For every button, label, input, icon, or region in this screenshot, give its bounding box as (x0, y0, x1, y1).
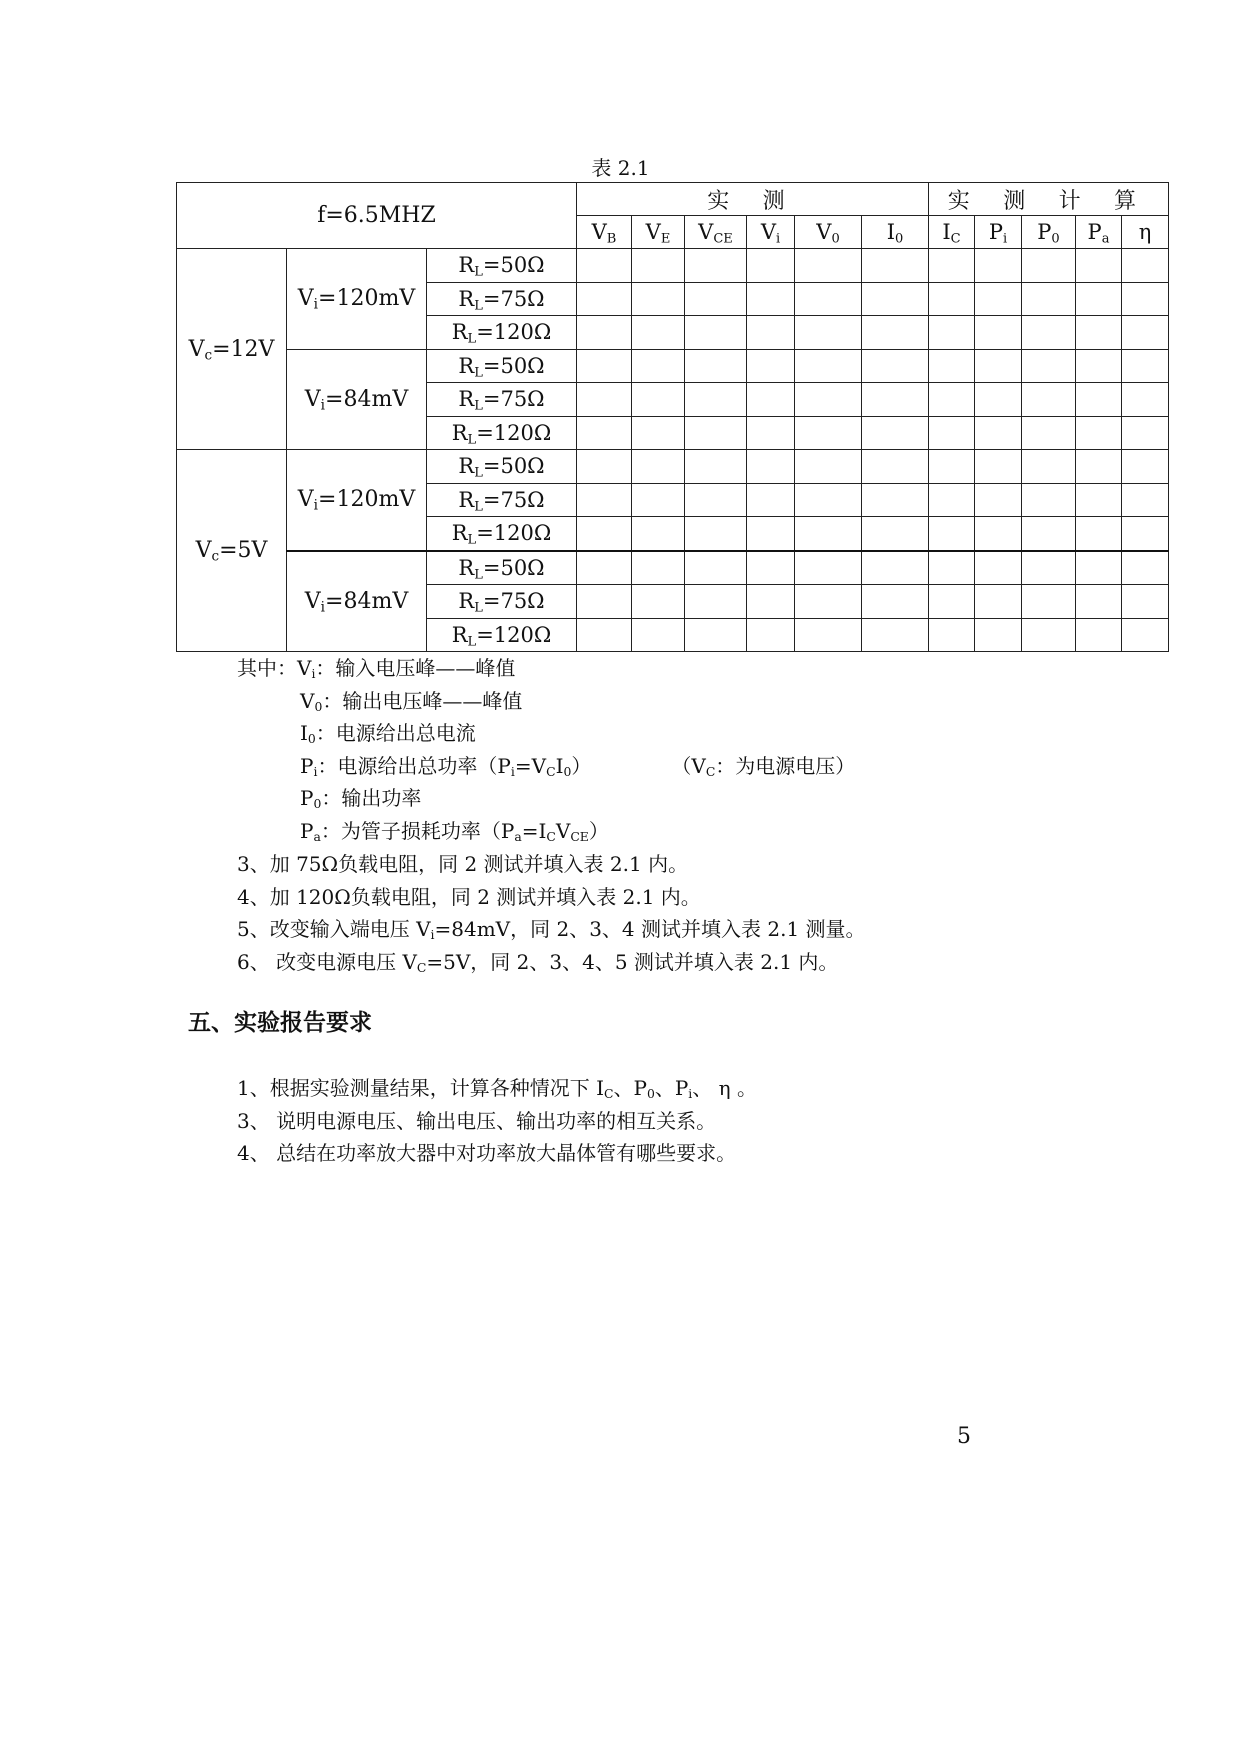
note-p0: $P_0$：输出功率 (300, 786, 422, 812)
empty-value-cell[interactable] (577, 349, 632, 383)
empty-value-cell[interactable] (929, 316, 975, 350)
empty-value-cell[interactable] (747, 618, 795, 652)
empty-value-cell[interactable] (975, 349, 1022, 383)
empty-value-cell[interactable] (577, 551, 632, 585)
empty-value-cell[interactable] (929, 282, 975, 316)
empty-value-cell[interactable] (1022, 585, 1076, 619)
empty-value-cell[interactable] (747, 585, 795, 619)
empty-value-cell[interactable] (685, 416, 747, 450)
empty-value-cell[interactable] (747, 249, 795, 283)
empty-value-cell[interactable] (795, 249, 862, 283)
empty-value-cell[interactable] (975, 618, 1022, 652)
empty-value-cell[interactable] (577, 249, 632, 283)
table-row (177, 349, 1169, 383)
empty-value-cell[interactable] (1076, 316, 1122, 350)
requirements-block (237, 1072, 757, 1170)
step-6: 6、 改变电源电压 $V_C=5V$，同 2、3、4、5 测试并填入表 2.1 内。 (237, 949, 839, 975)
load-resistance-cell: $R_L=75\Omega$ (427, 383, 577, 417)
column-header: $I_0$ (862, 216, 929, 249)
empty-value-cell[interactable] (577, 383, 632, 417)
empty-value-cell[interactable] (1076, 349, 1122, 383)
step-5: 5、改变输入端电压 $V_i=84mV$，同 2、3、4 测试并填入表 2.1 测量。 (237, 917, 866, 943)
empty-value-cell[interactable] (685, 249, 747, 283)
column-header: $P_0$ (1022, 216, 1076, 249)
empty-value-cell[interactable] (1076, 383, 1122, 417)
empty-value-cell[interactable] (1022, 483, 1076, 517)
empty-value-cell[interactable] (685, 483, 747, 517)
empty-value-cell[interactable] (862, 316, 929, 350)
empty-value-cell[interactable] (862, 450, 929, 484)
empty-value-cell[interactable] (632, 585, 685, 619)
empty-value-cell[interactable] (685, 383, 747, 417)
empty-value-cell[interactable] (1076, 450, 1122, 484)
empty-value-cell[interactable] (1022, 517, 1076, 551)
empty-value-cell[interactable] (632, 282, 685, 316)
empty-value-cell[interactable] (795, 383, 862, 417)
empty-value-cell[interactable] (975, 483, 1022, 517)
empty-value-cell[interactable] (795, 416, 862, 450)
empty-value-cell[interactable] (632, 349, 685, 383)
empty-value-cell[interactable] (747, 517, 795, 551)
column-header: $V_B$ (577, 216, 632, 249)
empty-value-cell[interactable] (795, 618, 862, 652)
empty-value-cell[interactable] (1076, 517, 1122, 551)
notes-block (237, 652, 855, 847)
empty-value-cell[interactable] (795, 349, 862, 383)
empty-value-cell[interactable] (795, 282, 862, 316)
empty-value-cell[interactable] (747, 450, 795, 484)
empty-value-cell[interactable] (862, 416, 929, 450)
supply-voltage-cell: $V_c=5V$ (177, 450, 287, 652)
empty-value-cell[interactable] (862, 517, 929, 551)
empty-value-cell[interactable] (685, 282, 747, 316)
note-v0: $V_0$：输出电压峰——峰值 (300, 688, 523, 714)
empty-value-cell[interactable] (577, 618, 632, 652)
empty-value-cell[interactable] (685, 517, 747, 551)
empty-value-cell[interactable] (632, 551, 685, 585)
load-resistance-cell: $R_L=75\Omega$ (427, 585, 577, 619)
empty-value-cell[interactable] (1076, 551, 1122, 585)
empty-value-cell[interactable] (975, 585, 1022, 619)
load-resistance-cell: $R_L=120\Omega$ (427, 316, 577, 350)
empty-value-cell[interactable] (577, 585, 632, 619)
empty-value-cell[interactable] (929, 585, 975, 619)
empty-value-cell[interactable] (1122, 316, 1169, 350)
note-i0: $I_0$：电源给出总电流 (300, 721, 476, 747)
column-header: $V_i$ (747, 216, 795, 249)
empty-value-cell[interactable] (862, 483, 929, 517)
column-header: $I_C$ (929, 216, 975, 249)
note-pi: $P_i$：电源给出总功率$(P_i=V_CI_0)$ （$V_C$：为电源电压） (300, 753, 856, 779)
empty-value-cell[interactable] (577, 316, 632, 350)
empty-value-cell[interactable] (795, 483, 862, 517)
empty-value-cell[interactable] (577, 517, 632, 551)
empty-value-cell[interactable] (747, 349, 795, 383)
table-row (177, 450, 1169, 484)
load-resistance-cell: $R_L=50\Omega$ (427, 349, 577, 383)
column-header: $P_i$ (975, 216, 1022, 249)
empty-value-cell[interactable] (747, 316, 795, 350)
group-header-computed: 实 测 计 算 (929, 183, 1169, 216)
load-resistance-cell: $R_L=120\Omega$ (427, 618, 577, 652)
empty-value-cell[interactable] (1122, 517, 1169, 551)
empty-value-cell[interactable] (1076, 585, 1122, 619)
empty-value-cell[interactable] (929, 349, 975, 383)
load-resistance-cell: $R_L=75\Omega$ (427, 483, 577, 517)
step-4: 4、加 120Ω负载电阻，同 2 测试并填入表 2.1 内。 (237, 884, 701, 909)
empty-value-cell[interactable] (747, 383, 795, 417)
empty-value-cell[interactable] (632, 618, 685, 652)
empty-value-cell[interactable] (1022, 349, 1076, 383)
column-header: $P_a$ (1076, 216, 1122, 249)
empty-value-cell[interactable] (1022, 316, 1076, 350)
empty-value-cell[interactable] (975, 416, 1022, 450)
empty-value-cell[interactable] (747, 282, 795, 316)
empty-value-cell[interactable] (1122, 618, 1169, 652)
empty-value-cell[interactable] (1022, 551, 1076, 585)
steps-block (237, 848, 866, 978)
column-header: $V_{CE}$ (685, 216, 747, 249)
empty-value-cell[interactable] (1022, 450, 1076, 484)
load-resistance-cell: $R_L=120\Omega$ (427, 517, 577, 551)
empty-value-cell[interactable] (747, 483, 795, 517)
empty-value-cell[interactable] (1122, 585, 1169, 619)
requirement-3: 3、 说明电源电压、输出电压、输出功率的相互关系。 (237, 1108, 717, 1133)
empty-value-cell[interactable] (929, 249, 975, 283)
empty-value-cell[interactable] (862, 249, 929, 283)
empty-value-cell[interactable] (632, 316, 685, 350)
column-header: $V_0$ (795, 216, 862, 249)
column-header: η (1122, 216, 1169, 249)
input-voltage-cell: $V_i=120mV$ (287, 450, 427, 551)
empty-value-cell[interactable] (632, 483, 685, 517)
note-vi: 其中：$V_i$：输入电压峰——峰值 (237, 656, 516, 682)
group-header-measured: 实 测 (577, 183, 929, 216)
empty-value-cell[interactable] (1122, 282, 1169, 316)
empty-value-cell[interactable] (975, 450, 1022, 484)
empty-value-cell[interactable] (632, 249, 685, 283)
empty-value-cell[interactable] (862, 349, 929, 383)
empty-value-cell[interactable] (862, 383, 929, 417)
empty-value-cell[interactable] (975, 551, 1022, 585)
empty-value-cell[interactable] (1022, 249, 1076, 283)
input-voltage-cell: $V_i=84mV$ (287, 551, 427, 652)
empty-value-cell[interactable] (1022, 282, 1076, 316)
input-voltage-cell: $V_i=120mV$ (287, 249, 427, 350)
table-row (177, 249, 1169, 283)
empty-value-cell[interactable] (632, 383, 685, 417)
empty-value-cell[interactable] (632, 416, 685, 450)
empty-value-cell[interactable] (1122, 349, 1169, 383)
load-resistance-cell: $R_L=120\Omega$ (427, 416, 577, 450)
empty-value-cell[interactable] (685, 316, 747, 350)
empty-value-cell[interactable] (1022, 618, 1076, 652)
empty-value-cell[interactable] (1122, 249, 1169, 283)
requirement-1: 1、根据实验测量结果，计算各种情况下 $I_C$、$P_0$、$P_i$、 η 。 (237, 1076, 757, 1102)
empty-value-cell[interactable] (747, 416, 795, 450)
empty-value-cell[interactable] (929, 383, 975, 417)
frequency-cell: f=6.5MHZ (177, 183, 577, 249)
page-number: 5 (957, 1424, 971, 1449)
empty-value-cell[interactable] (577, 416, 632, 450)
empty-value-cell[interactable] (975, 517, 1022, 551)
empty-value-cell[interactable] (1122, 416, 1169, 450)
table-caption: 表 2.1 (591, 156, 650, 180)
empty-value-cell[interactable] (685, 450, 747, 484)
empty-value-cell[interactable] (1076, 618, 1122, 652)
empty-value-cell[interactable] (929, 551, 975, 585)
empty-value-cell[interactable] (747, 551, 795, 585)
empty-value-cell[interactable] (795, 450, 862, 484)
load-resistance-cell: $R_L=50\Omega$ (427, 551, 577, 585)
empty-value-cell[interactable] (1076, 282, 1122, 316)
load-resistance-cell: $R_L=50\Omega$ (427, 249, 577, 283)
empty-value-cell[interactable] (795, 585, 862, 619)
measurement-table (176, 182, 1169, 652)
empty-value-cell[interactable] (862, 585, 929, 619)
empty-value-cell[interactable] (975, 282, 1022, 316)
load-resistance-cell: $R_L=50\Omega$ (427, 450, 577, 484)
note-pa: $P_a$：为管子损耗功率$(P_a=I_CV_{CE})$ (300, 818, 609, 844)
empty-value-cell[interactable] (862, 551, 929, 585)
empty-value-cell[interactable] (929, 517, 975, 551)
empty-value-cell[interactable] (632, 450, 685, 484)
input-voltage-cell: $V_i=84mV$ (287, 349, 427, 450)
empty-value-cell[interactable] (632, 517, 685, 551)
empty-value-cell[interactable] (929, 416, 975, 450)
empty-value-cell[interactable] (1122, 551, 1169, 585)
empty-value-cell[interactable] (1076, 416, 1122, 450)
step-3: 3、加 75Ω负载电阻，同 2 测试并填入表 2.1 内。 (237, 852, 689, 876)
empty-value-cell[interactable] (1122, 383, 1169, 417)
empty-value-cell[interactable] (577, 282, 632, 316)
empty-value-cell[interactable] (1022, 416, 1076, 450)
empty-value-cell[interactable] (862, 282, 929, 316)
empty-value-cell[interactable] (1076, 249, 1122, 283)
empty-value-cell[interactable] (975, 383, 1022, 417)
empty-value-cell[interactable] (795, 316, 862, 350)
empty-value-cell[interactable] (685, 349, 747, 383)
empty-value-cell[interactable] (795, 551, 862, 585)
column-header: $V_E$ (632, 216, 685, 249)
empty-value-cell[interactable] (577, 450, 632, 484)
supply-voltage-cell: $V_c=12V$ (177, 249, 287, 450)
empty-value-cell[interactable] (577, 483, 632, 517)
empty-value-cell[interactable] (862, 618, 929, 652)
load-resistance-cell: $R_L=75\Omega$ (427, 282, 577, 316)
empty-value-cell[interactable] (795, 517, 862, 551)
empty-value-cell[interactable] (1122, 483, 1169, 517)
empty-value-cell[interactable] (685, 551, 747, 585)
section-heading: 五、实验报告要求 (188, 1010, 372, 1036)
requirement-4: 4、 总结在功率放大器中对功率放大晶体管有哪些要求。 (237, 1141, 737, 1165)
empty-value-cell[interactable] (685, 618, 747, 652)
empty-value-cell[interactable] (929, 618, 975, 652)
empty-value-cell[interactable] (1076, 483, 1122, 517)
empty-value-cell[interactable] (929, 483, 975, 517)
empty-value-cell[interactable] (1022, 383, 1076, 417)
empty-value-cell[interactable] (929, 450, 975, 484)
empty-value-cell[interactable] (685, 585, 747, 619)
table-row (177, 551, 1169, 585)
empty-value-cell[interactable] (975, 249, 1022, 283)
empty-value-cell[interactable] (1122, 450, 1169, 484)
empty-value-cell[interactable] (975, 316, 1022, 350)
